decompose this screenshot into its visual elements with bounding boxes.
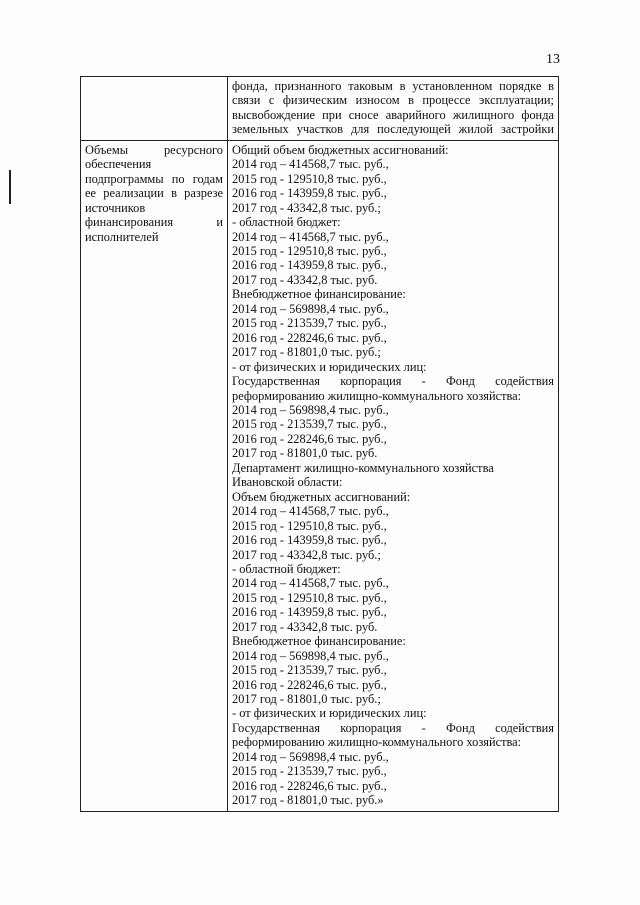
funding-line: 2016 год - 143959,8 тыс. руб., [232, 258, 387, 273]
funding-line: 2016 год - 228246,6 тыс. руб., [232, 778, 387, 793]
funding-line: Общий объем бюджетных ассигнований: [232, 142, 449, 157]
text-line: фонда, признанного таковым в установленном порядке в [232, 79, 554, 93]
row2-value-lines [232, 143, 554, 808]
funding-line: реформированию жилищно-коммунального хозяйства: [232, 388, 522, 403]
page-number: 13 [546, 52, 560, 67]
funding-line: 2015 год - 129510,8 тыс. руб., [232, 171, 387, 186]
funding-line: 2017 год - 43342,8 тыс. руб. [232, 272, 378, 287]
funding-line: Департамент жилищно-коммунального хозяйства [232, 460, 494, 475]
funding-line: 2016 год - 228246,6 тыс. руб., [232, 677, 387, 692]
row2-label-lines [85, 143, 223, 244]
funding-line: 2014 год – 569898,4 тыс. руб., [232, 402, 389, 417]
funding-line: - от физических и юридических лиц: [232, 359, 427, 374]
label-line: исполнителей [85, 229, 159, 244]
funding-line: 2015 год - 213539,7 тыс. руб., [232, 764, 387, 779]
funding-line: - областной бюджет: [232, 215, 341, 230]
funding-line: 2015 год - 213539,7 тыс. руб., [232, 417, 387, 432]
funding-line: 2014 год – 414568,7 тыс. руб., [232, 504, 389, 519]
funding-line: 2017 год - 81801,0 тыс. руб. [232, 446, 378, 461]
funding-line: 2014 год – 414568,7 тыс. руб., [232, 229, 389, 244]
label-line: Объемы ресурсного [85, 142, 223, 157]
funding-line: 2015 год - 213539,7 тыс. руб., [232, 316, 387, 331]
funding-line: Государственная корпорация - Фонд содействия [232, 720, 554, 735]
funding-line: 2014 год – 569898,4 тыс. руб., [232, 648, 389, 663]
funding-line: 2017 год - 81801,0 тыс. руб.; [232, 345, 381, 360]
row1-lines [232, 79, 554, 137]
funding-line: 2016 год - 143959,8 тыс. руб., [232, 186, 387, 201]
funding-line: - областной бюджет: [232, 561, 341, 576]
funding-line: 2016 год - 228246,6 тыс. руб., [232, 431, 387, 446]
table-row-funding [81, 140, 559, 811]
scan-artifact-mark [9, 170, 11, 204]
label-line: ее реализации в разрезе [85, 186, 223, 201]
funding-line: 2016 год - 228246,6 тыс. руб., [232, 330, 387, 345]
funding-line: Государственная корпорация - Фонд содействия [232, 374, 554, 389]
funding-line: 2017 год - 43342,8 тыс. руб.; [232, 547, 381, 562]
funding-line: 2017 год - 43342,8 тыс. руб. [232, 619, 378, 634]
funding-line: 2016 год - 143959,8 тыс. руб., [232, 533, 387, 548]
funding-line: Внебюджетное финансирование: [232, 634, 406, 649]
funding-line: 2016 год - 143959,8 тыс. руб., [232, 605, 387, 620]
row2-value-cell [228, 140, 559, 811]
funding-line: - от физических и юридических лиц: [232, 706, 427, 721]
funding-line: 2014 год – 414568,7 тыс. руб., [232, 157, 389, 172]
funding-line: 2017 год - 43342,8 тыс. руб.; [232, 200, 381, 215]
label-line: подпрограммы по годам [85, 171, 223, 186]
funding-line: 2014 год – 569898,4 тыс. руб., [232, 301, 389, 316]
funding-line: Объем бюджетных ассигнований: [232, 489, 411, 504]
subprogram-passport-table [80, 76, 559, 812]
label-line: источников [85, 200, 146, 215]
funding-line: 2017 год - 81801,0 тыс. руб.» [232, 793, 384, 808]
row1-left-cell [81, 77, 228, 141]
row1-right-cell [228, 77, 559, 141]
table-row-continuation [81, 77, 559, 141]
funding-line: 2015 год - 129510,8 тыс. руб., [232, 518, 387, 533]
text-line: земельных участков для последующей жилой застройки [232, 122, 554, 137]
row2-label-cell [81, 140, 228, 811]
funding-line: 2015 год - 129510,8 тыс. руб., [232, 590, 387, 605]
text-line: высвобождение при сносе аварийного жилищного фонда [232, 107, 554, 122]
funding-line: 2014 год – 414568,7 тыс. руб., [232, 576, 389, 591]
text-line: связи с физическим износом в процессе эксплуатации; [232, 93, 554, 108]
funding-line: реформированию жилищно-коммунального хозяйства: [232, 735, 522, 750]
funding-line: Ивановской области: [232, 475, 343, 490]
funding-line: 2015 год - 213539,7 тыс. руб., [232, 663, 387, 678]
label-line: обеспечения [85, 157, 152, 172]
label-line: финансирования и [85, 215, 223, 230]
funding-line: 2014 год – 569898,4 тыс. руб., [232, 749, 389, 764]
funding-line: Внебюджетное финансирование: [232, 287, 406, 302]
funding-line: 2015 год - 129510,8 тыс. руб., [232, 243, 387, 258]
funding-line: 2017 год - 81801,0 тыс. руб.; [232, 692, 381, 707]
